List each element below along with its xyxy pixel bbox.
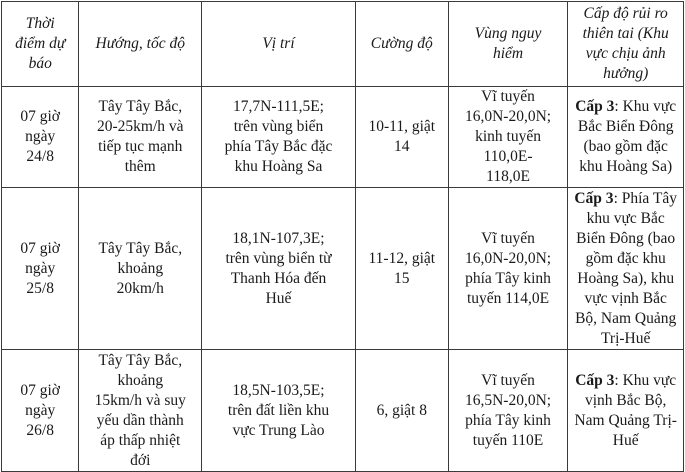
header-intensity: Cường độ <box>355 2 448 87</box>
header-direction: Hướng, tốc độ <box>79 2 202 87</box>
cell-position: 18,5N-103,5E; trên đất liền khu vực Trung Lào <box>202 350 356 472</box>
cell-risk-level: Cấp 3: Khu vực vịnh Bắc Bộ, Nam Quảng Trị- Huế <box>568 350 684 472</box>
forecast-table <box>1 1 684 472</box>
risk-level-label: Cấp 3 <box>575 371 615 389</box>
cell-risk-level: Cấp 3: Phía Tây khu vực Bắc Biển Đông (bao gồm đặc khu Hoàng Sa), khu vực vịnh Bắc Bộ, Nam Quảng Trị-Huế <box>568 188 684 350</box>
table-row <box>2 188 684 350</box>
cell-direction: Tây Tây Bắc, 20-25km/h và tiếp tục mạnh thêm <box>79 87 202 188</box>
cell-direction: Tây Tây Bắc, khoảng 15km/h và suy yếu dần thành áp thấp nhiệt đới <box>79 350 202 472</box>
header-risk-level: Cấp độ rủi ro thiên tai (Khu vực chịu ảnh hưởng) <box>568 2 684 87</box>
header-position: Vị trí <box>202 2 356 87</box>
header-time: Thời điểm dự báo <box>2 2 79 87</box>
table-row <box>2 87 684 188</box>
cell-danger-zone: Vĩ tuyến 16,5N-20,0N; phía Tây kinh tuyến 110E <box>448 350 568 472</box>
cell-intensity: 11-12, giật 15 <box>355 188 448 350</box>
cell-danger-zone: Vĩ tuyến 16,0N-20,0N; kinh tuyến 110,0E- 118,0E <box>448 87 568 188</box>
cell-time: 07 giờ ngày 26/8 <box>2 350 79 472</box>
cell-danger-zone: Vĩ tuyến 16,0N-20,0N; phía Tây kinh tuyến 114,0E <box>448 188 568 350</box>
risk-level-label: Cấp 3 <box>574 189 614 207</box>
risk-level-label: Cấp 3 <box>575 98 615 115</box>
cell-intensity: 10-11, giật 14 <box>355 87 448 188</box>
cell-direction: Tây Tây Bắc, khoảng 20km/h <box>79 188 202 350</box>
cell-intensity: 6, giật 8 <box>355 350 448 472</box>
cell-risk-level: Cấp 3: Khu vực Bắc Biển Đông (bao gồm đặc khu Hoàng Sa) <box>568 87 684 188</box>
table-row <box>2 350 684 472</box>
cell-position: 17,7N-111,5E; trên vùng biển phía Tây Bắc đặc khu Hoàng Sa <box>202 87 356 188</box>
header-row <box>2 2 684 87</box>
cell-time: 07 giờ ngày 25/8 <box>2 188 79 350</box>
cell-position: 18,1N-107,3E; trên vùng biển từ Thanh Hóa đến Huế <box>202 188 356 350</box>
cell-time: 07 giờ ngày 24/8 <box>2 87 79 188</box>
header-danger-zone: Vùng nguy hiểm <box>448 2 568 87</box>
